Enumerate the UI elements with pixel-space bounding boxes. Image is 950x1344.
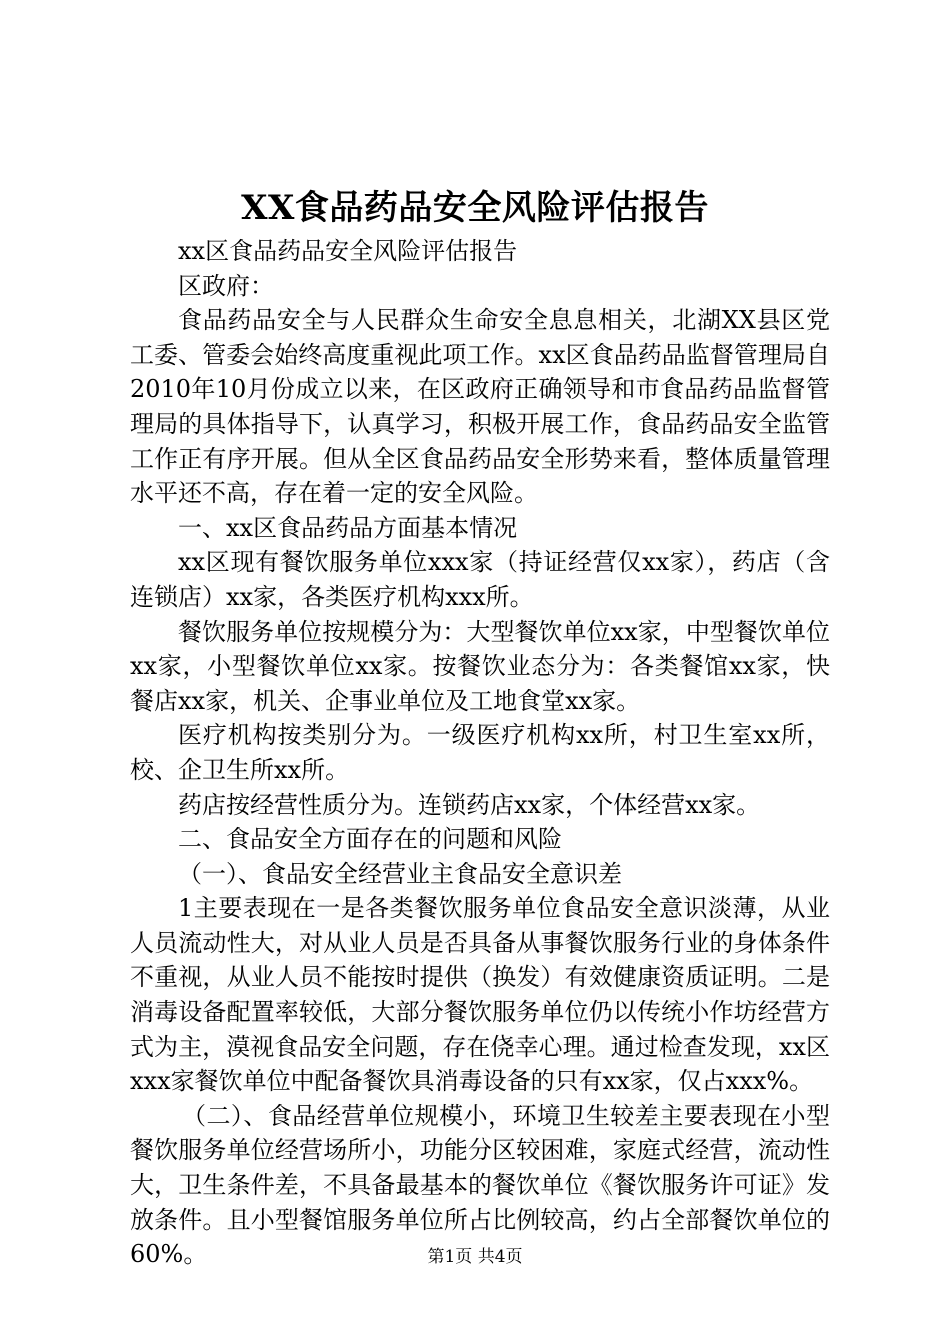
- heading-subsection-1: （一）、食品安全经营业主食品安全意识差: [178, 859, 622, 888]
- paragraph-awareness-issues: 1主要表现在一是各类餐饮服务单位食品安全意识淡薄，从业人员流动性大，对从业人员是否具备从事餐饮服务行业的身体条件不重视，从业人员不能按时提供（换发）有效健康资质证明。二是消毒设备配置率较低，大部分餐饮服务单位仍以传统小作坊经营方式为主，漠视食品安全问题，存在侥幸心理。通过检查发现，xx区xxx家餐饮单位中配备餐饮具消毒设备的只有xx家，仅占xxx%。: [130, 894, 830, 1096]
- paragraph-pharmacy-classification: 药店按经营性质分为。连锁药店xx家，个体经营xx家。: [178, 790, 761, 819]
- document-body: [130, 234, 830, 1272]
- heading-section-1: 一、xx区食品药品方面基本情况: [178, 513, 518, 542]
- paragraph-intro: 食品药品安全与人民群众生命安全息息相关，北湖XX县区党工委、管委会始终高度重视此项工作。xx区食品药品监督管理局自2010年10月份成立以来，在区政府正确领导和市食品药品监督管理局的具体指导下，认真学习，积极开展工作，食品药品安全监管工作正有序开展。但从全区食品药品安全形势来看，整体质量管理水平还不高，存在着一定的安全风险。: [130, 306, 830, 508]
- heading-section-2: 二、食品安全方面存在的问题和风险: [178, 825, 562, 854]
- paragraph-units-overview: xx区现有餐饮服务单位xxx家（持证经营仅xx家），药店（含连锁店）xx家，各类医疗机构xxx所。: [130, 548, 830, 611]
- paragraph-subtitle: xx区食品药品安全风险评估报告: [178, 237, 518, 265]
- paragraph-medical-classification: 医疗机构按类别分为。一级医疗机构xx所，村卫生室xx所，校、企卫生所xx所。: [130, 721, 830, 784]
- paragraph-catering-classification: 餐饮服务单位按规模分为：大型餐饮单位xx家，中型餐饮单位xx家，小型餐饮单位xx家。按餐饮业态分为：各类餐馆xx家，快餐店xx家，机关、企事业单位及工地食堂xx家。: [130, 617, 830, 715]
- paragraph-scale-issues: （二）、食品经营单位规模小，环境卫生较差主要表现在小型餐饮服务单位经营场所小，功能分区较困难，家庭式经营，流动性大，卫生条件差，不具备最基本的餐饮单位《餐饮服务许可证》发放条件。且小型餐馆服务单位所占比例较高，约占全部餐饮单位的60%。: [130, 1101, 830, 1269]
- document-title: XX食品药品安全风险评估报告: [241, 188, 709, 228]
- paragraph-salutation: 区政府：: [178, 271, 274, 300]
- page-number-footer: 第1页 共4页: [427, 1247, 523, 1267]
